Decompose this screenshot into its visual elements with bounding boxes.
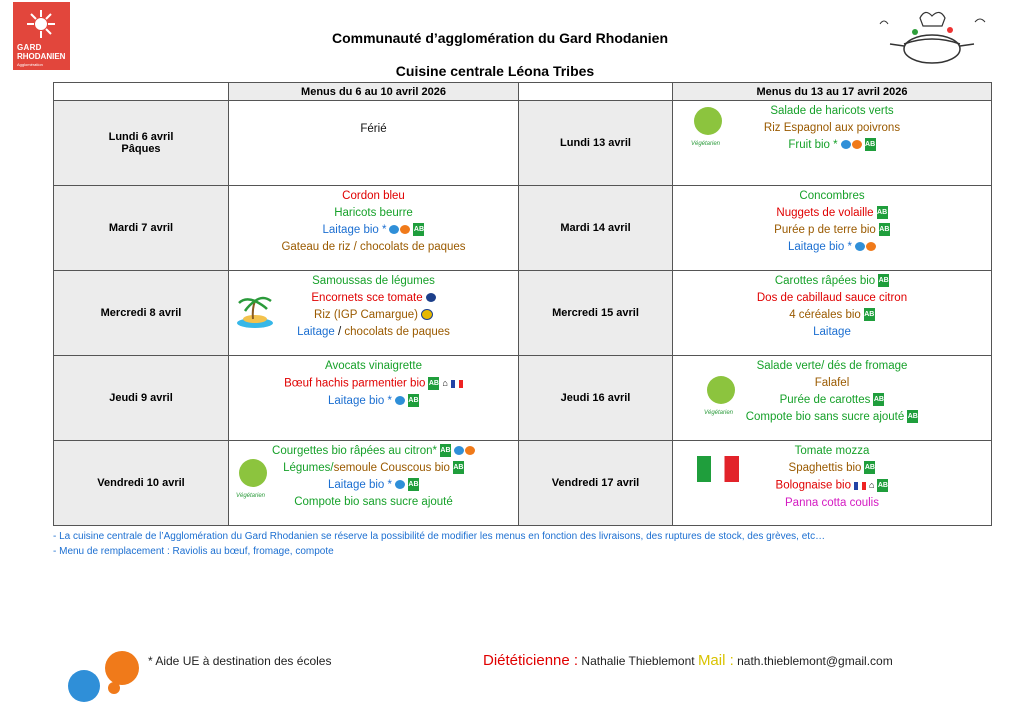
menu-item: Laitage bio * <box>788 241 852 253</box>
menu-item: Laitage bio * <box>328 394 392 407</box>
day-cell <box>519 441 673 526</box>
french-beef-icon <box>854 482 866 490</box>
menu-cell <box>673 186 992 271</box>
logo-line1: GARD <box>17 43 42 52</box>
fruit-school-icon <box>465 446 475 455</box>
table-row <box>54 441 992 526</box>
day-label: Jeudi 16 avril <box>560 392 631 404</box>
day-label: Lundi 13 avril <box>560 137 631 149</box>
day-cell <box>519 356 673 441</box>
menu-item-row <box>673 239 991 256</box>
organic-ab-icon: AB <box>907 410 918 423</box>
table-row <box>54 186 992 271</box>
menu-item: chocolats de paques <box>344 326 450 338</box>
menu-item: 4 céréales bio <box>789 309 861 321</box>
eu-aid-icon <box>389 225 399 234</box>
school-programs-logo-icon <box>64 648 142 704</box>
menu-item-row <box>229 393 518 410</box>
dietitian-name: Nathalie Thieblemont <box>581 654 695 668</box>
day-cell <box>519 186 673 271</box>
day-label: Vendredi 17 avril <box>551 477 640 489</box>
menu-cell <box>229 101 519 186</box>
menu-cell <box>229 271 519 356</box>
organic-ab-icon: AB <box>864 308 875 321</box>
menu-item-row <box>229 460 518 477</box>
eu-aid-note: * Aide UE à destination des écoles <box>148 654 332 668</box>
menu-item: Dos de cabillaud sauce citron <box>756 292 908 304</box>
day-note: Pâques <box>121 143 161 155</box>
menu-item: Nuggets de volaille <box>776 207 874 219</box>
menu-item-row: Laitage / chocolats de paques <box>297 326 450 338</box>
menu-item: Cordon bleu <box>342 190 405 202</box>
table-row <box>54 101 992 186</box>
menu-item-row <box>229 222 518 239</box>
day-label: Vendredi 10 avril <box>97 477 185 489</box>
menu-item: semoule Couscous bio <box>333 462 450 474</box>
organic-ab-icon: AB <box>428 377 439 390</box>
italy-flag-icon <box>697 456 739 482</box>
day-label: Mardi 14 avril <box>560 222 631 234</box>
chef-pot-illustration-icon <box>870 4 995 70</box>
fruit-school-icon <box>852 140 862 149</box>
logo-line3: Agglomération <box>17 62 43 67</box>
eu-aid-icon <box>454 446 464 455</box>
day-cell <box>54 186 229 271</box>
menu-item: Bœuf hachis parmentier bio <box>284 377 426 390</box>
day-label: Mardi 7 avril <box>108 222 174 234</box>
menu-cell <box>673 101 992 186</box>
footnotes <box>53 529 825 559</box>
day-label: Mercredi 8 avril <box>100 307 182 319</box>
day-label: Lundi 6 avril <box>108 131 174 143</box>
menu-item: Samoussas de légumes <box>312 275 435 287</box>
menu-item: Courgettes bio râpées au citron* <box>272 445 437 457</box>
eu-aid-icon <box>395 396 405 405</box>
page-subtitle: Cuisine centrale Léona Tribes <box>395 63 595 79</box>
day-cell <box>54 271 229 356</box>
cooked-on-site-icon: ⌂ <box>442 378 448 388</box>
menu-item: Bolognaise bio <box>775 479 851 492</box>
header-blank-2 <box>519 83 673 101</box>
logo-line2: RHODANIEN <box>17 52 66 61</box>
eu-aid-icon <box>855 242 865 251</box>
vegetarian-badge-icon: Végétarien <box>694 107 724 147</box>
organic-ab-icon: AB <box>408 394 419 407</box>
dietitian-label: Diététicienne : <box>483 652 579 669</box>
menu-item-row <box>673 222 991 239</box>
page-title: Communauté d’agglomération du Gard Rhodanien <box>331 30 668 46</box>
menu-cell <box>673 441 992 526</box>
menu-cell <box>229 186 519 271</box>
msc-label-icon <box>426 293 436 302</box>
mail-address[interactable]: nath.thieblemont@gmail.com <box>737 654 893 668</box>
menu-item: Purée de carottes <box>779 394 871 406</box>
day-cell <box>54 101 229 186</box>
menu-item: Carottes râpées bio <box>774 275 876 287</box>
organic-ab-icon: AB <box>408 478 419 491</box>
menu-item: Riz (IGP Camargue) <box>314 309 418 321</box>
day-label: Jeudi 9 avril <box>109 392 173 404</box>
menu-item-row <box>229 443 518 460</box>
menu-item: Férié <box>360 123 387 135</box>
menu-item-row <box>229 375 518 393</box>
menu-table <box>53 82 992 526</box>
menu-item: Fruit bio * <box>788 139 838 151</box>
menu-cell <box>229 356 519 441</box>
vegetarian-badge-icon: Végétarien <box>707 376 737 416</box>
menu-item: Riz Espagnol aux poivrons <box>763 122 901 134</box>
footnote: - Menu de remplacement : Raviolis au bœuf, fromage, compote <box>53 546 334 557</box>
organic-ab-icon: AB <box>865 138 876 151</box>
menu-item: Laitage bio * <box>328 479 392 491</box>
week2-header: Menus du 13 au 17 avril 2026 <box>673 83 992 101</box>
organic-ab-icon: AB <box>453 461 464 474</box>
menu-cell <box>673 356 992 441</box>
menu-item: Purée p de terre bio <box>774 224 876 236</box>
organic-ab-icon: AB <box>879 223 890 236</box>
menu-item: Gateau de riz / chocolats de paques <box>281 241 466 253</box>
organic-ab-icon: AB <box>877 479 888 492</box>
week1-header: Menus du 6 au 10 avril 2026 <box>229 83 519 101</box>
table-header-row <box>54 83 992 101</box>
menu-cell <box>673 271 992 356</box>
organic-ab-icon: AB <box>877 206 888 219</box>
organic-ab-icon: AB <box>878 274 889 287</box>
menu-item: Laitage bio * <box>322 224 387 236</box>
menu-item: Encornets sce tomate <box>311 292 423 304</box>
menu-cell <box>229 441 519 526</box>
igp-label-icon <box>421 309 433 320</box>
menu-item: Salade verte/ dés de fromage <box>756 360 908 372</box>
organic-ab-icon: AB <box>873 393 884 406</box>
organic-ab-icon: AB <box>440 444 451 457</box>
island-palm-icon <box>235 295 275 329</box>
menu-item: Légumes/ <box>283 462 334 474</box>
day-cell <box>54 441 229 526</box>
menu-item-row <box>229 477 518 494</box>
organic-ab-icon: AB <box>413 223 424 236</box>
menu-item-row <box>673 307 991 324</box>
menu-item: Compote bio sans sucre ajouté <box>294 496 453 508</box>
dietitian-contact <box>483 652 893 669</box>
menu-item: Avocats vinaigrette <box>325 360 422 372</box>
fruit-school-icon <box>400 225 410 234</box>
menu-item: Laitage <box>297 326 335 338</box>
menu-item: Haricots beurre <box>334 207 413 219</box>
day-label: Mercredi 15 avril <box>552 307 639 319</box>
menu-item: Compote bio sans sucre ajouté <box>745 411 905 423</box>
menu-item-row <box>673 273 991 290</box>
day-cell <box>519 101 673 186</box>
menu-item: Laitage <box>813 326 851 338</box>
fruit-school-icon <box>866 242 876 251</box>
table-row <box>54 356 992 441</box>
table-row <box>54 271 992 356</box>
menu-item: Salade de haricots verts <box>770 105 894 117</box>
french-beef-icon <box>451 380 463 388</box>
footnote: - La cuisine centrale de l’Agglomération du Gard Rhodanien se réserve la possibilité de modifier les menus en fonction des livraisons, des ruptures de stock, des grèves, etc… <box>53 531 826 542</box>
mail-label: Mail : <box>697 652 734 669</box>
menu-item: Spaghettis bio <box>788 462 862 474</box>
day-cell <box>54 356 229 441</box>
header-blank-1 <box>54 83 229 101</box>
menu-item: Tomate mozza <box>794 445 870 457</box>
menu-item: Panna cotta coulis <box>785 496 879 509</box>
menu-item: Concombres <box>799 190 865 202</box>
day-cell <box>519 271 673 356</box>
cooked-on-site-icon: ⌂ <box>869 480 875 490</box>
organic-ab-icon: AB <box>864 461 875 474</box>
menu-item-row <box>673 205 991 222</box>
eu-aid-icon <box>841 140 851 149</box>
vegetarian-badge-icon: Végétarien <box>239 459 269 499</box>
menu-item: Falafel <box>814 377 850 389</box>
eu-aid-icon <box>395 480 405 489</box>
